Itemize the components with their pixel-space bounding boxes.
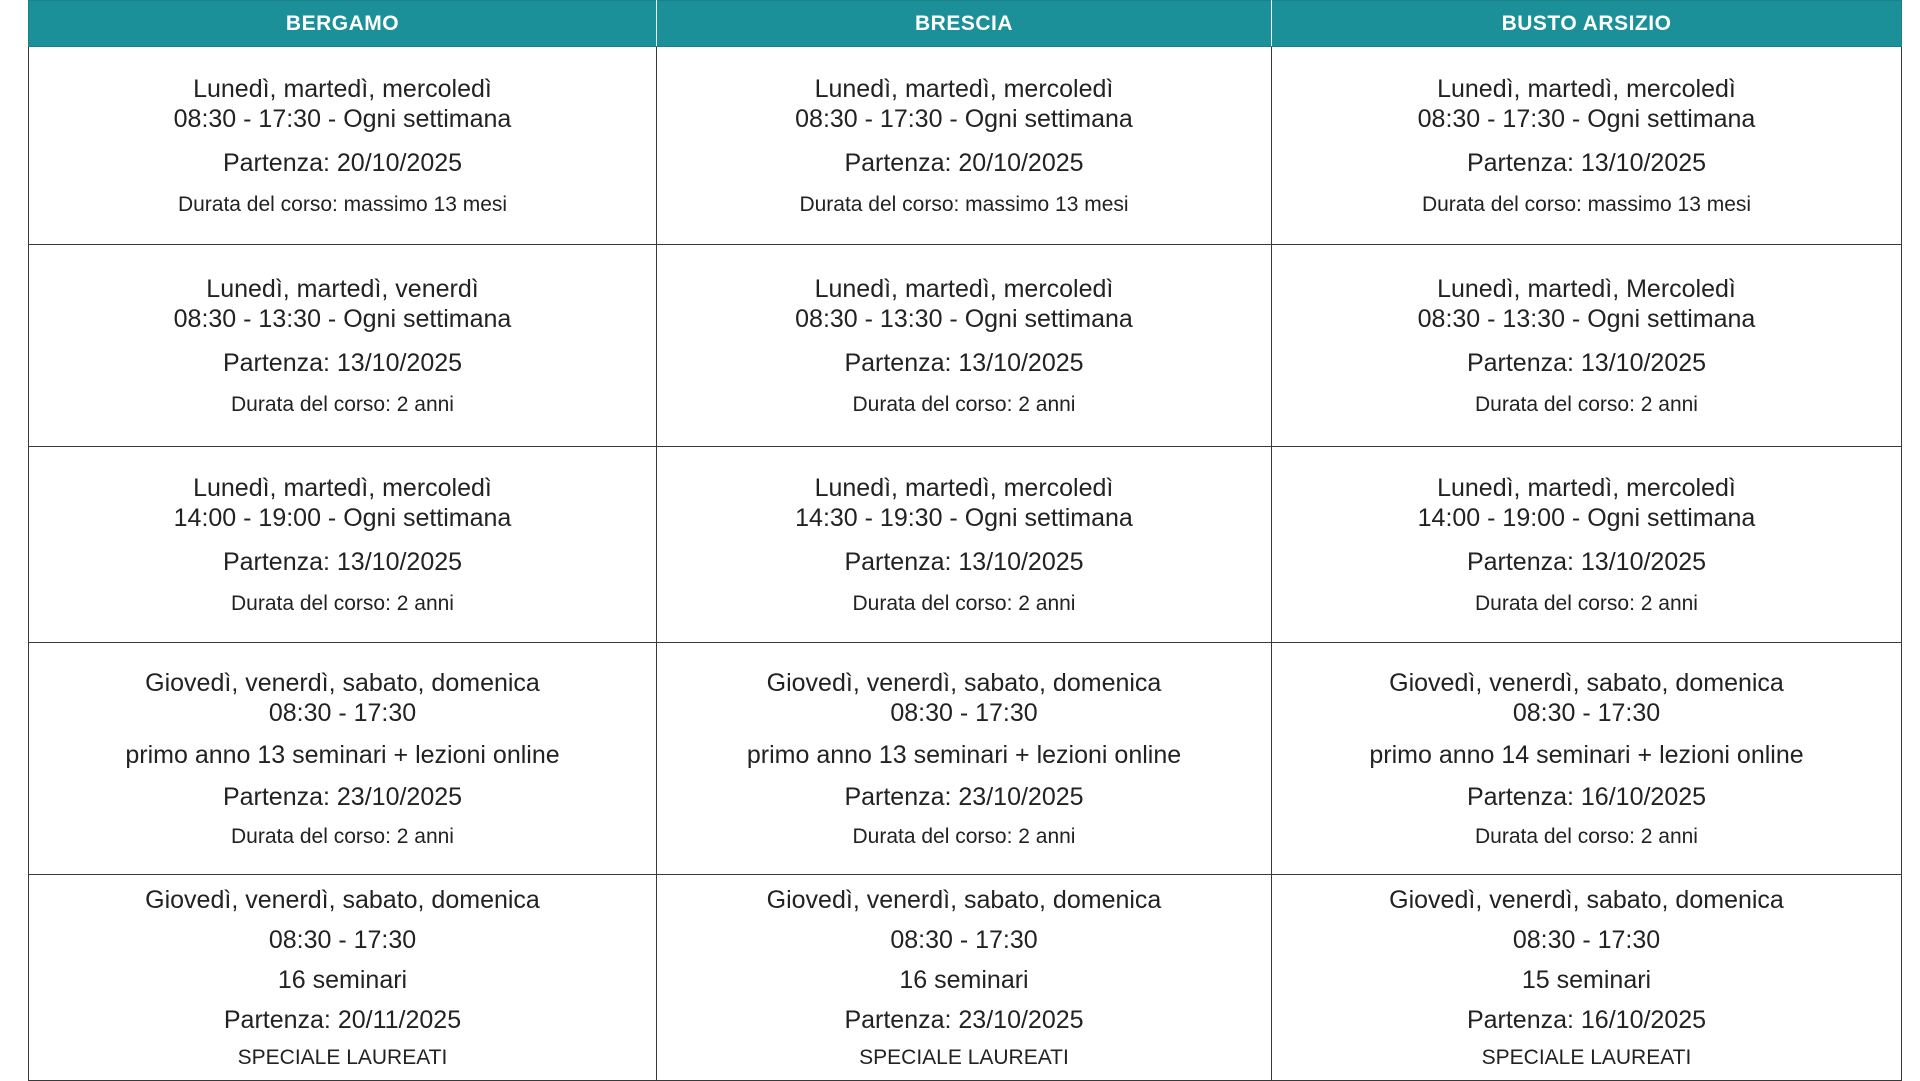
duration-text: Durata del corso: 2 anni <box>1475 591 1698 615</box>
schedule-cell <box>29 875 657 1081</box>
days-text: Lunedì, martedì, mercoledì <box>814 473 1114 502</box>
start-date-text: Partenza: 13/10/2025 <box>844 348 1084 377</box>
start-date-text: Partenza: 20/10/2025 <box>844 148 1084 177</box>
seminars-text: primo anno 13 seminari + lezioni online <box>125 740 560 769</box>
schedule-cell <box>657 447 1272 643</box>
start-date-text: Partenza: 13/10/2025 <box>1466 148 1707 177</box>
duration-text: Durata del corso: massimo 13 mesi <box>799 192 1129 216</box>
hours-text: 08:30 - 13:30 - Ogni settimana <box>173 304 512 333</box>
header-row <box>29 1 1902 47</box>
hours-text: 08:30 - 13:30 - Ogni settimana <box>795 304 1133 333</box>
start-date-text: Partenza: 23/10/2025 <box>844 782 1084 811</box>
hours-text: 08:30 - 17:30 <box>268 925 417 954</box>
start-date-text: Partenza: 23/10/2025 <box>222 782 463 811</box>
schedule-cell <box>1272 643 1902 875</box>
hours-text: 08:30 - 17:30 <box>1512 698 1661 727</box>
days-text: Giovedì, venerdì, sabato, domenica <box>766 885 1162 914</box>
column-header-bergamo: BERGAMO <box>29 1 657 47</box>
table-row <box>29 875 1902 1081</box>
start-date-text: Partenza: 13/10/2025 <box>222 348 463 377</box>
days-text: Lunedì, martedì, mercoledì <box>1437 473 1736 502</box>
start-date-text: Partenza: 13/10/2025 <box>222 547 463 576</box>
hours-text: 08:30 - 17:30 <box>890 698 1038 727</box>
days-text: Lunedì, martedì, mercoledì <box>814 274 1114 303</box>
duration-text: Durata del corso: 2 anni <box>231 824 454 848</box>
days-text: Giovedì, venerdì, sabato, domenica <box>145 668 540 697</box>
schedule-table <box>28 0 1902 1081</box>
start-date-text: Partenza: 20/10/2025 <box>222 148 463 177</box>
schedule-cell <box>1272 875 1902 1081</box>
hours-text: 14:30 - 19:30 - Ogni settimana <box>795 503 1133 532</box>
hours-text: 08:30 - 17:30 - Ogni settimana <box>795 104 1133 133</box>
column-header-busto-arsizio: BUSTO ARSIZIO <box>1272 1 1902 47</box>
schedule-cell <box>29 47 657 245</box>
duration-text: Durata del corso: 2 anni <box>231 392 454 416</box>
days-text: Giovedì, venerdì, sabato, domenica <box>145 885 540 914</box>
start-date-text: Partenza: 13/10/2025 <box>1466 547 1707 576</box>
start-date-text: Partenza: 23/10/2025 <box>844 1005 1084 1034</box>
special-label: SPECIALE LAUREATI <box>1481 1045 1692 1069</box>
hours-text: 14:00 - 19:00 - Ogni settimana <box>173 503 512 532</box>
days-text: Lunedì, martedì, mercoledì <box>193 473 492 502</box>
days-text: Lunedì, martedì, venerdì <box>206 274 479 303</box>
schedule-cell <box>657 245 1272 447</box>
seminars-text: 16 seminari <box>277 965 408 994</box>
days-text: Giovedì, venerdì, sabato, domenica <box>766 668 1162 697</box>
schedule-cell <box>1272 245 1902 447</box>
hours-text: 08:30 - 17:30 <box>890 925 1038 954</box>
seminars-text: 16 seminari <box>899 965 1029 994</box>
duration-text: Durata del corso: 2 anni <box>1475 824 1698 848</box>
seminars-text: primo anno 13 seminari + lezioni online <box>746 740 1182 769</box>
days-text: Lunedì, martedì, Mercoledì <box>1437 274 1736 303</box>
days-text: Lunedì, martedì, mercoledì <box>193 74 492 103</box>
start-date-text: Partenza: 13/10/2025 <box>844 547 1084 576</box>
duration-text: Durata del corso: massimo 13 mesi <box>177 192 508 216</box>
days-text: Giovedì, venerdì, sabato, domenica <box>1389 668 1784 697</box>
duration-text: Durata del corso: 2 anni <box>852 392 1076 416</box>
days-text: Giovedì, venerdì, sabato, domenica <box>1389 885 1784 914</box>
table-row <box>29 245 1902 447</box>
schedule-cell <box>29 447 657 643</box>
duration-text: Durata del corso: 2 anni <box>231 591 454 615</box>
hours-text: 14:00 - 19:00 - Ogni settimana <box>1417 503 1756 532</box>
days-text: Lunedì, martedì, mercoledì <box>1437 74 1736 103</box>
schedule-cell <box>657 875 1272 1081</box>
schedule-cell <box>29 643 657 875</box>
hours-text: 08:30 - 17:30 - Ogni settimana <box>173 104 512 133</box>
schedule-cell <box>1272 47 1902 245</box>
seminars-text: primo anno 14 seminari + lezioni online <box>1369 740 1804 769</box>
schedule-cell <box>657 47 1272 245</box>
column-header-brescia: BRESCIA <box>657 1 1272 47</box>
table-row <box>29 447 1902 643</box>
start-date-text: Partenza: 16/10/2025 <box>1466 1005 1707 1034</box>
duration-text: Durata del corso: massimo 13 mesi <box>1421 192 1752 216</box>
duration-text: Durata del corso: 2 anni <box>852 591 1076 615</box>
hours-text: 08:30 - 17:30 <box>268 698 417 727</box>
hours-text: 08:30 - 17:30 - Ogni settimana <box>1417 104 1756 133</box>
hours-text: 08:30 - 17:30 <box>1512 925 1661 954</box>
table-row <box>29 47 1902 245</box>
special-label: SPECIALE LAUREATI <box>237 1045 448 1069</box>
table-row <box>29 643 1902 875</box>
start-date-text: Partenza: 13/10/2025 <box>1466 348 1707 377</box>
duration-text: Durata del corso: 2 anni <box>1475 392 1698 416</box>
schedule-cell <box>1272 447 1902 643</box>
duration-text: Durata del corso: 2 anni <box>852 824 1076 848</box>
start-date-text: Partenza: 20/11/2025 <box>223 1005 462 1034</box>
days-text: Lunedì, martedì, mercoledì <box>814 74 1114 103</box>
hours-text: 08:30 - 13:30 - Ogni settimana <box>1417 304 1756 333</box>
start-date-text: Partenza: 16/10/2025 <box>1466 782 1707 811</box>
seminars-text: 15 seminari <box>1521 965 1652 994</box>
special-label: SPECIALE LAUREATI <box>859 1045 1069 1069</box>
schedule-cell <box>29 245 657 447</box>
schedule-cell <box>657 643 1272 875</box>
